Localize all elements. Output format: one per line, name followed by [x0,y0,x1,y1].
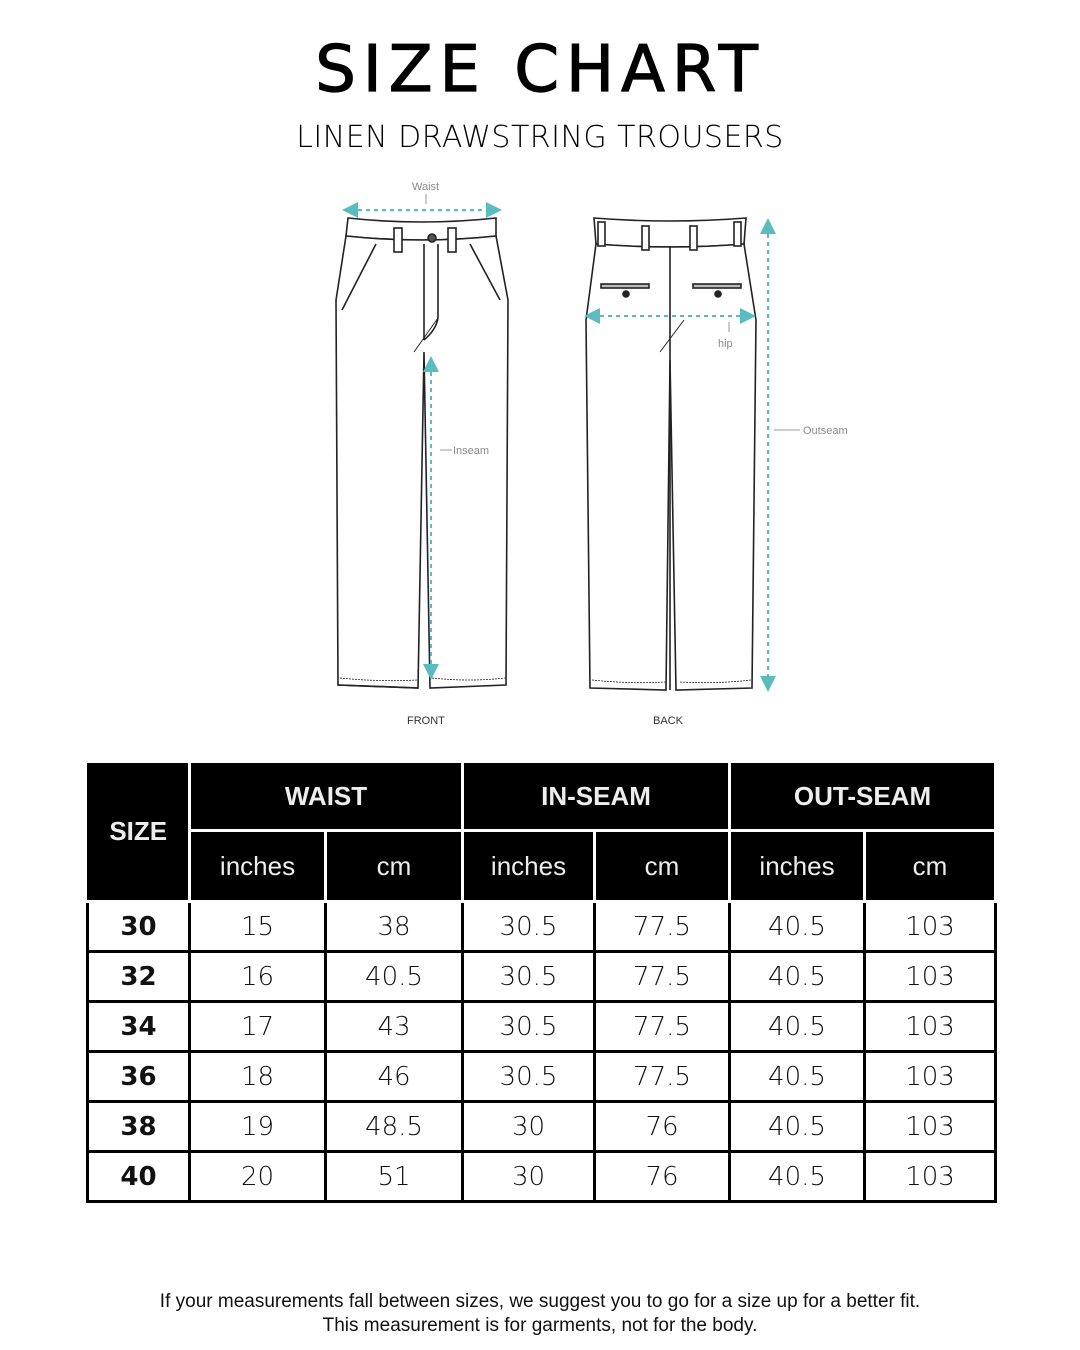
group-header-row [88,762,996,831]
inseam-cm-cell: 76 [595,1102,730,1152]
waist-cm-cell: 38 [326,902,463,952]
inseam-cm-cell: 77.5 [595,1002,730,1052]
outseam-cm-cell: 103 [865,952,996,1002]
size-cell: 30 [88,902,190,952]
waist-inches-cell: 18 [190,1052,326,1102]
product-subtitle: LINEN DRAWSTRING TROUSERS [296,120,784,155]
waist-inches-cell: 19 [190,1102,326,1152]
unit-header-row [88,831,996,902]
outseam-inches-header: inches [730,831,865,902]
waist-cm-cell: 43 [326,1002,463,1052]
waist-inches-cell: 20 [190,1152,326,1202]
inseam-inches-cell: 30 [463,1152,595,1202]
outseam-inches-cell: 40.5 [730,952,865,1002]
hip-label: hip [718,338,733,350]
table-row [88,1152,996,1202]
waist-cm-header: cm [326,831,463,902]
fit-note-line-2: This measurement is for garments, not for the body. [322,1315,758,1336]
size-column-header: SIZE [88,762,190,902]
waist-label: Waist [412,181,440,193]
inseam-inches-cell: 30.5 [463,1052,595,1102]
inseam-cm-cell: 77.5 [595,952,730,1002]
back-view-label: BACK [653,715,683,727]
size-cell: 36 [88,1052,190,1102]
inseam-inches-header: inches [463,831,595,902]
outseam-inches-cell: 40.5 [730,1102,865,1152]
inseam-label: Inseam [453,445,490,457]
size-cell: 32 [88,952,190,1002]
outseam-cm-header: cm [865,831,996,902]
size-cell: 38 [88,1102,190,1152]
outseam-group-header: OUT-SEAM [730,762,996,831]
trousers-measurement-diagram [320,172,880,742]
waist-inches-cell: 15 [190,902,326,952]
outseam-inches-cell: 40.5 [730,902,865,952]
waist-cm-cell: 51 [326,1152,463,1202]
size-chart-table [86,760,997,1203]
waist-cm-cell: 48.5 [326,1102,463,1152]
waist-inches-cell: 16 [190,952,326,1002]
inseam-inches-cell: 30 [463,1102,595,1152]
table-row [88,952,996,1002]
inseam-cm-cell: 77.5 [595,902,730,952]
outseam-cm-cell: 103 [865,902,996,952]
fit-note-line-1: If your measurements fall between sizes, we suggest you to go for a size up for a better fit. [159,1291,921,1312]
front-view-label: FRONT [407,715,445,727]
table-row [88,1102,996,1152]
outseam-inches-cell: 40.5 [730,1002,865,1052]
size-cell: 34 [88,1002,190,1052]
outseam-cm-cell: 103 [865,1002,996,1052]
outseam-cm-cell: 103 [865,1052,996,1102]
table-row [88,1052,996,1102]
waist-inches-cell: 17 [190,1002,326,1052]
inseam-inches-cell: 30.5 [463,902,595,952]
size-cell: 40 [88,1152,190,1202]
outseam-cm-cell: 103 [865,1102,996,1152]
table-row [88,1002,996,1052]
fit-note [0,1290,1080,1338]
back-trousers-illustration [586,218,756,690]
inseam-cm-cell: 77.5 [595,1052,730,1102]
page-title: SIZE CHART [315,33,765,107]
waist-cm-cell: 46 [326,1052,463,1102]
inseam-cm-cell: 76 [595,1152,730,1202]
outseam-inches-cell: 40.5 [730,1152,865,1202]
outseam-inches-cell: 40.5 [730,1052,865,1102]
waist-inches-header: inches [190,831,326,902]
inseam-inches-cell: 30.5 [463,952,595,1002]
outseam-cm-cell: 103 [865,1152,996,1202]
outseam-label: Outseam [803,425,848,437]
inseam-group-header: IN-SEAM [463,762,730,831]
waist-cm-cell: 40.5 [326,952,463,1002]
waist-group-header: WAIST [190,762,463,831]
inseam-cm-header: cm [595,831,730,902]
table-row [88,902,996,952]
inseam-inches-cell: 30.5 [463,1002,595,1052]
